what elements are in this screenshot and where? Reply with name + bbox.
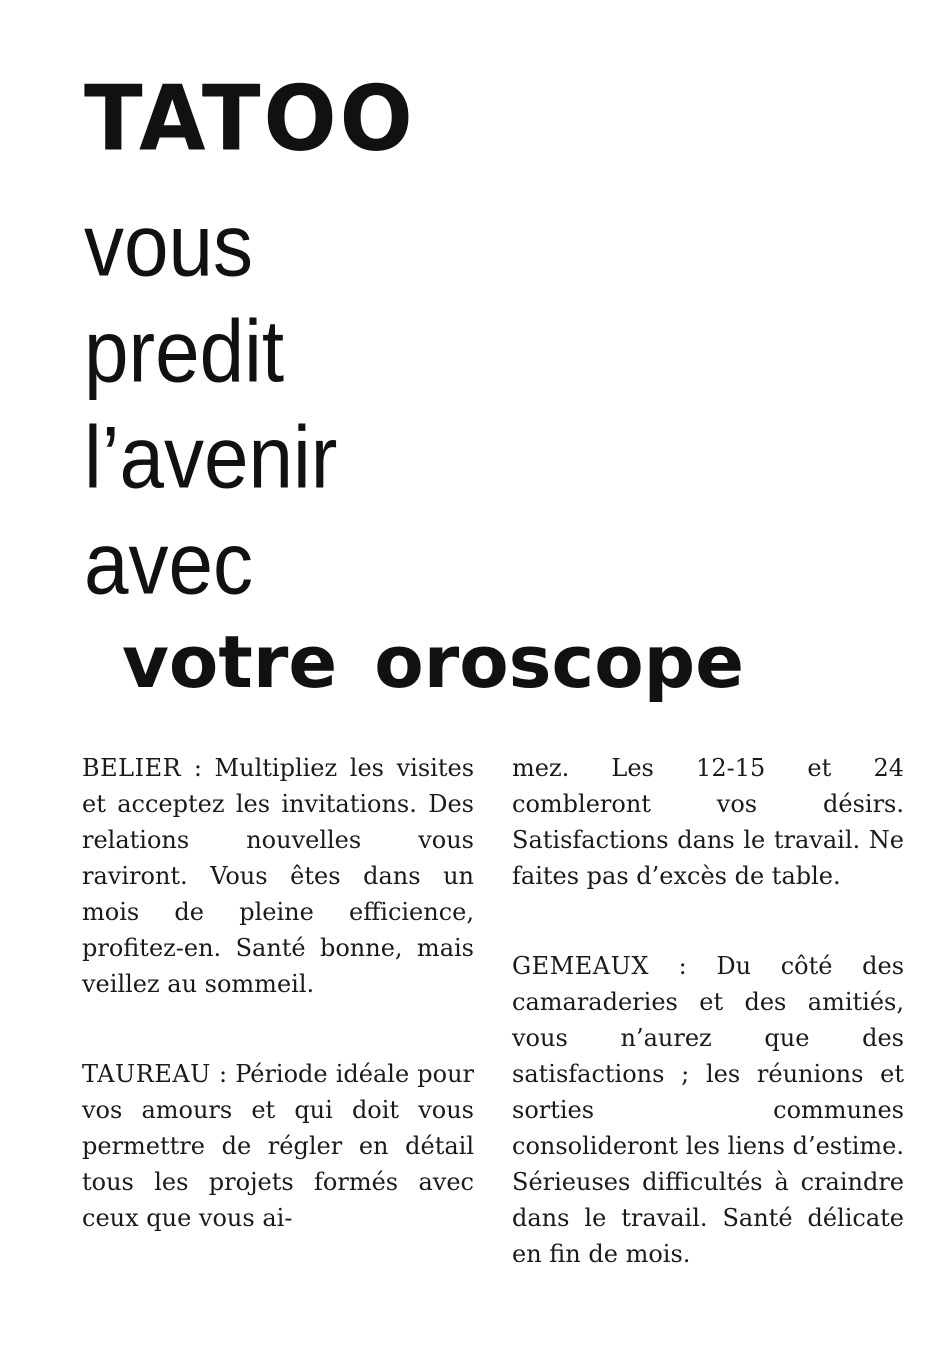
headline-brand: TATOO — [84, 66, 416, 172]
sign-name: GEMEAUX — [512, 952, 649, 980]
horoscope-entry-gemeaux — [512, 948, 904, 1272]
sign-separator: : — [648, 952, 717, 980]
sign-separator: : — [181, 754, 215, 782]
headline-subtitle: votre oroscope — [122, 620, 745, 704]
headline-line-avec: avec — [84, 514, 253, 613]
horoscope-entry-belier — [82, 750, 474, 1002]
entry-text: Période idéale pour vos amours et qui doit vous permettre de régler en détail tous les projets formés avec ceux que vous ai- — [82, 1060, 474, 1232]
horoscope-entry-taureau — [82, 1056, 474, 1236]
entry-text: mez. Les 12-15 et 24 combleront vos désirs. Satisfactions dans le travail. Ne faites pas d’excès de table. — [512, 754, 904, 890]
text-column-right — [512, 750, 904, 1272]
sign-name: TAUREAU — [82, 1060, 211, 1088]
text-column-left — [82, 750, 474, 1236]
entry-text: Multipliez les visites et acceptez les invitations. Des relations nouvelles vous raviront. Vous êtes dans un mois de pleine efficience, profitez-en. Santé bonne, mais veillez au sommeil. — [82, 754, 475, 998]
sign-separator: : — [210, 1060, 236, 1088]
headline-line-predit: predit — [84, 302, 285, 401]
headline-line-avenir: l’avenir — [84, 408, 338, 507]
entry-text: Du côté des camaraderies et des amitiés, vous n’aurez que des satisfactions ; les réunions et sorties communes consolideront les liens d’estime. Sérieuses difficultés à craindre dans le travail. Santé délicate en fin de mois. — [512, 952, 905, 1268]
sign-name: BELIER — [82, 754, 182, 782]
horoscope-entry-taureau-continued — [512, 750, 904, 894]
headline-line-vous: vous — [84, 196, 253, 295]
